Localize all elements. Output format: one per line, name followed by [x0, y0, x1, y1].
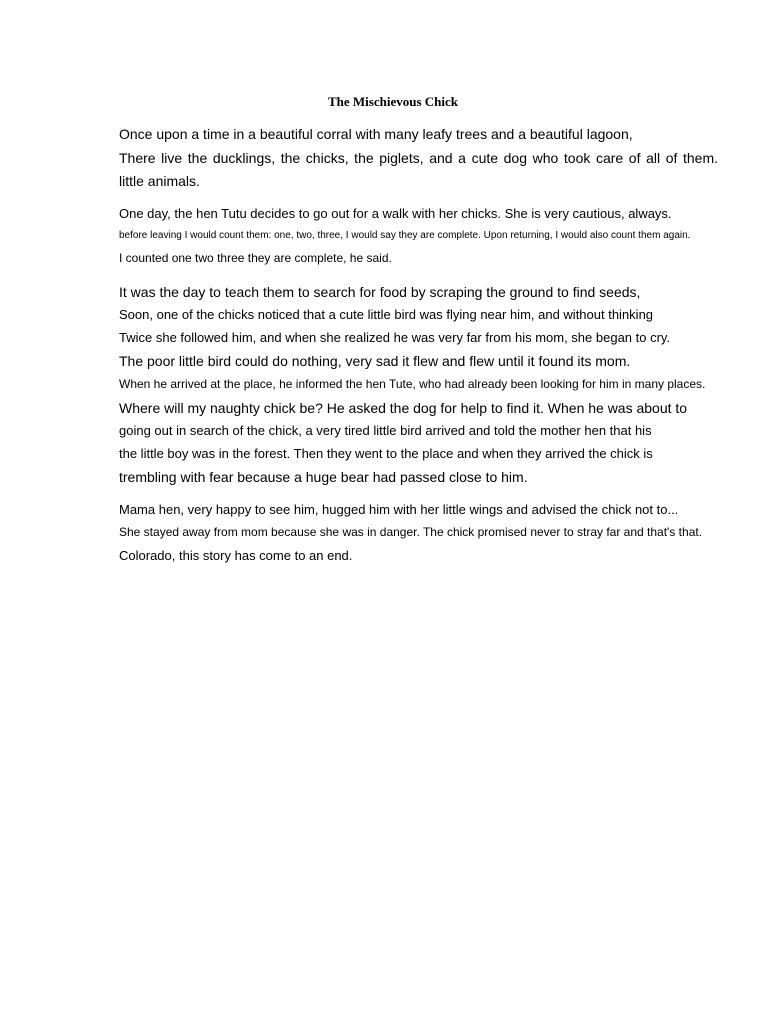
text-line: One day, the hen Tutu decides to go out for a walk with her chicks. She is very cautious, always.: [119, 206, 672, 221]
text-line: I counted one two three they are complete, he said.: [119, 251, 392, 265]
text-line: Twice she followed him, and when she realized he was very far from his mom, she began to cry.: [119, 330, 671, 345]
text-line: She stayed away from mom because she was in danger. The chick promised never to stray far and that's that.: [119, 525, 703, 539]
text-line: Colorado, this story has come to an end.: [119, 548, 353, 563]
text-line: Once upon a time in a beautiful corral with many leafy trees and a beautiful lagoon,: [119, 126, 633, 142]
text-line: There live the ducklings, the chicks, the piglets, and a cute dog who took care of all of them.: [119, 150, 718, 166]
text-line: trembling with fear because a huge bear had passed close to him.: [119, 469, 528, 485]
text-line: The poor little bird could do nothing, very sad it flew and flew until it found its mom.: [119, 353, 631, 369]
text-line: little animals.: [119, 173, 200, 189]
text-line: before leaving I would count them: one, two, three, I would say they are complete. Upon returning, I would also count them again.: [119, 230, 691, 241]
document-title: The Mischievous Chick: [327, 94, 458, 109]
text-line: going out in search of the chick, a very tired little bird arrived and told the mother hen that his: [119, 423, 652, 438]
text-line: It was the day to teach them to search for food by scraping the ground to find seeds,: [119, 284, 641, 300]
text-line: Where will my naughty chick be? He asked the dog for help to find it. When he was about to: [119, 400, 688, 416]
text-line: When he arrived at the place, he informed the hen Tute, who had already been looking for him in many places.: [119, 377, 706, 391]
text-line: Mama hen, very happy to see him, hugged him with her little wings and advised the chick not to...: [119, 502, 679, 517]
text-line: Soon, one of the chicks noticed that a cute little bird was flying near him, and without thinking: [119, 307, 654, 322]
text-line: the little boy was in the forest. Then they went to the place and when they arrived the chick is: [119, 446, 653, 461]
